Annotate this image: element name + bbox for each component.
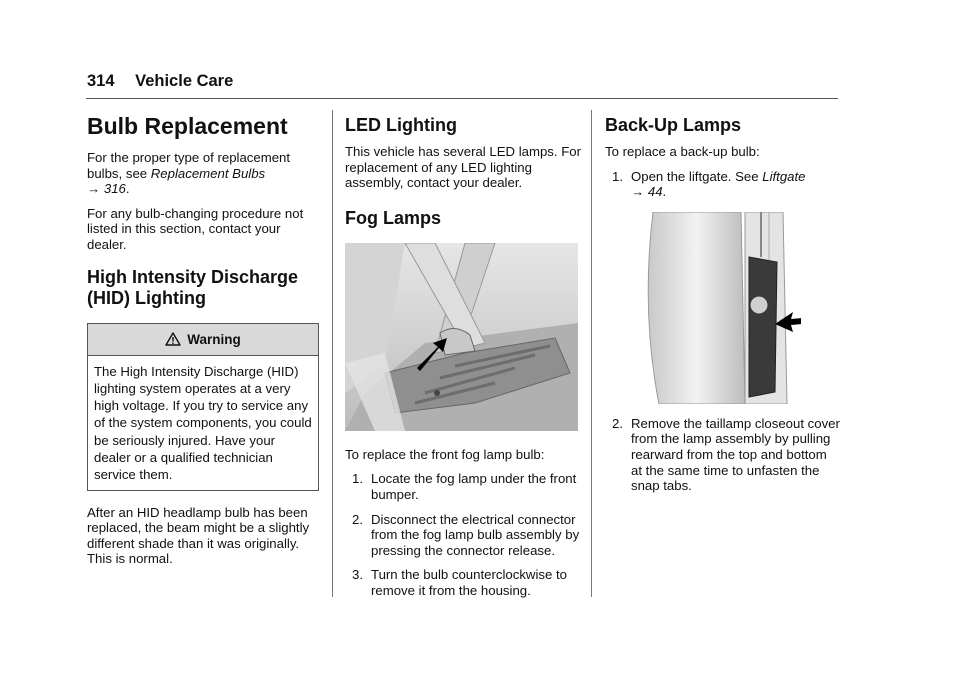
paragraph: For any bulb-changing procedure not listed in this section, contact your dealer. xyxy=(87,205,304,252)
page-header xyxy=(87,72,233,91)
fog-lamp-steps xyxy=(345,471,581,598)
list-item: 3. Turn the bulb counterclockwise to remove it from the housing. xyxy=(352,567,567,598)
fog-lamp-illustration xyxy=(345,243,578,431)
warning-triangle-icon xyxy=(165,332,181,346)
back-up-lamps-heading: Back-Up Lamps xyxy=(605,115,742,135)
back-up-steps-continued xyxy=(605,416,840,494)
paragraph: After an HID headlamp bulb has been replaced, the beam might be a slightly different shade than it was originally. This is normal. xyxy=(87,504,310,567)
paragraph: For the proper type of replacement bulbs, see Replacement Bulbs → 316. xyxy=(87,150,291,197)
back-up-lamp-illustration xyxy=(641,212,801,404)
list-item: 2. Disconnect the electrical connector from the fog lamp bulb assembly by pressing the connector release. xyxy=(352,511,580,558)
list-item: 1. Locate the fog lamp under the front bumper. xyxy=(352,471,577,502)
page-reference-icon: → xyxy=(631,184,645,200)
liftgate-link[interactable]: Liftgate xyxy=(762,168,806,184)
warning-header xyxy=(88,324,318,356)
bulb-replacement-heading: Bulb Replacement xyxy=(87,113,288,139)
hid-lighting-heading: High Intensity Discharge (HID) Lighting xyxy=(87,266,299,308)
warning-label: Warning xyxy=(187,331,241,347)
page-reference[interactable]: 316 xyxy=(103,181,126,197)
warning-text: The High Intensity Discharge (HID) lighting system operates at a very high voltage. If you try to service any of the system components, you could be seriously injured. Have your dealer or a qualified technician service them. xyxy=(94,363,312,483)
header-divider xyxy=(86,98,838,99)
back-up-intro: To replace a back-up bulb: xyxy=(605,144,760,159)
column-1 xyxy=(87,108,319,576)
page-number: 314 xyxy=(87,72,115,90)
fog-lamps-heading: Fog Lamps xyxy=(345,207,442,228)
column-3 xyxy=(605,108,840,503)
replacement-bulbs-link[interactable]: Replacement Bulbs xyxy=(150,165,266,181)
page-reference[interactable]: 44 xyxy=(647,184,663,200)
led-lighting-heading: LED Lighting xyxy=(345,115,457,135)
page-reference-icon: → xyxy=(87,181,101,197)
list-item: 2. Remove the taillamp closeout cover from the lamp assembly by pulling rearward from the top and bottom at the same time to unfasten the snap tabs. xyxy=(612,415,840,494)
column-divider xyxy=(591,110,592,597)
paragraph: This vehicle has several LED lamps. For replacement of any LED lighting assembly, contact your dealer. xyxy=(345,144,581,191)
column-2 xyxy=(345,108,581,608)
column-divider xyxy=(332,110,333,597)
fog-lamp-intro: To replace the front fog lamp bulb: xyxy=(345,446,545,462)
list-item: 1. Open the liftgate. See Liftgate → 44. xyxy=(612,168,806,200)
section-title: Vehicle Care xyxy=(135,72,234,90)
warning-box xyxy=(87,323,319,491)
back-up-steps xyxy=(605,169,840,200)
